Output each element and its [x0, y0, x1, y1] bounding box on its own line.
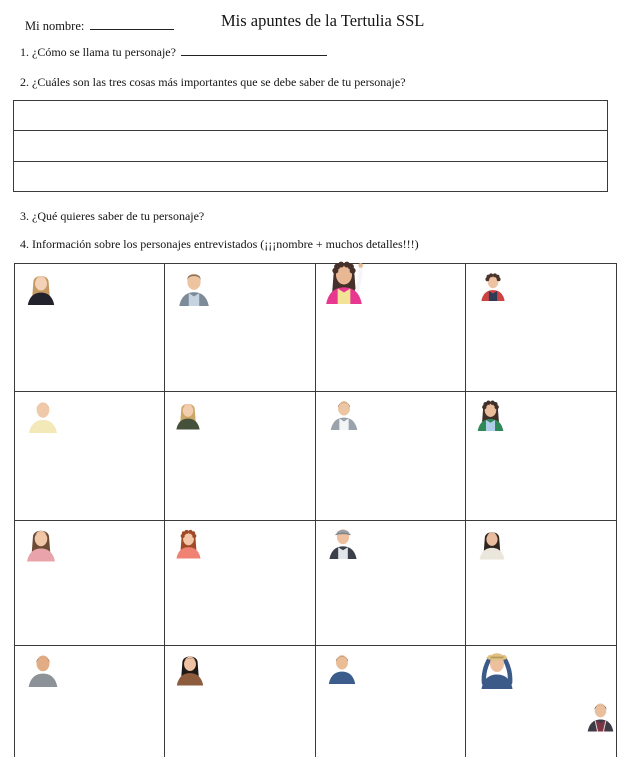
answer-table-row — [14, 130, 607, 160]
grid-cell-r4c3 — [316, 646, 466, 757]
grid-cell-r4c2 — [165, 646, 315, 757]
woman-pink-jacket-arm-raised-photo — [319, 258, 369, 304]
name-blank-line — [90, 17, 174, 30]
grid-cell-r2c3 — [316, 392, 466, 521]
answer-table-row — [14, 161, 607, 191]
grid-cell-r2c2 — [165, 392, 315, 521]
grid-cell-r1c4 — [466, 264, 616, 392]
young-man-dark-cardigan-photo — [584, 692, 617, 738]
question-3: 3. ¿Qué quieres saber de tu personaje? — [20, 209, 205, 223]
boy-red-jacket-photo — [478, 268, 508, 304]
grid-cell-r4c1 — [15, 646, 165, 757]
photo-grid — [14, 263, 617, 757]
answer-table-row — [14, 101, 607, 130]
grid-cell-r4c4 — [466, 646, 616, 757]
question-4: 4. Información sobre los personajes entrevistados (¡¡¡nombre + muchos detalles!!!) — [20, 237, 419, 251]
grid-cell-r3c3 — [316, 521, 466, 646]
question-1-blank-line — [181, 43, 327, 56]
blonde-woman-green-sweater-photo — [173, 396, 203, 433]
older-woman-yellow-jacket-photo — [23, 397, 63, 433]
woman-green-cardigan-photo — [474, 396, 507, 433]
grid-cell-r2c4 — [466, 392, 616, 521]
grid-cell-r1c1 — [15, 264, 165, 392]
grid-cell-r3c4 — [466, 521, 616, 646]
name-row — [25, 17, 174, 34]
man-gray-blazer-photo — [324, 396, 364, 430]
question-1 — [20, 43, 327, 60]
girl-curly-red-hair-coral-top-photo — [173, 524, 204, 562]
blonde-woman-black-top-photo — [24, 270, 58, 306]
question-1-text: 1. ¿Cómo se llama tu personaje? — [20, 45, 176, 59]
name-label: Mi nombre: — [25, 19, 85, 33]
woman-wavy-dark-hair-photo — [476, 524, 508, 563]
page-title: Mis apuntes de la Tertulia SSL — [221, 11, 425, 30]
older-man-gray-suit-photo — [173, 268, 215, 306]
woman-long-brown-hair-pink-top-photo — [23, 525, 59, 562]
question-2: 2. ¿Cuáles son las tres cosas más importantes que se debe saber de tu personaje? — [20, 75, 406, 89]
grid-cell-r2c1 — [15, 392, 165, 521]
man-straw-hat-photo — [469, 649, 525, 689]
older-man-flat-cap-photo — [324, 524, 362, 559]
grid-cell-r1c2 — [165, 264, 315, 392]
grid-cell-r3c2 — [165, 521, 315, 646]
answer-table — [13, 100, 608, 192]
grid-cell-r3c1 — [15, 521, 165, 646]
woman-straight-black-hair-photo — [173, 650, 207, 687]
man-gray-shirt-smiling-photo — [21, 650, 65, 687]
young-man-blue-shirt-photo — [324, 650, 360, 684]
grid-cell-r1c3 — [316, 264, 466, 392]
